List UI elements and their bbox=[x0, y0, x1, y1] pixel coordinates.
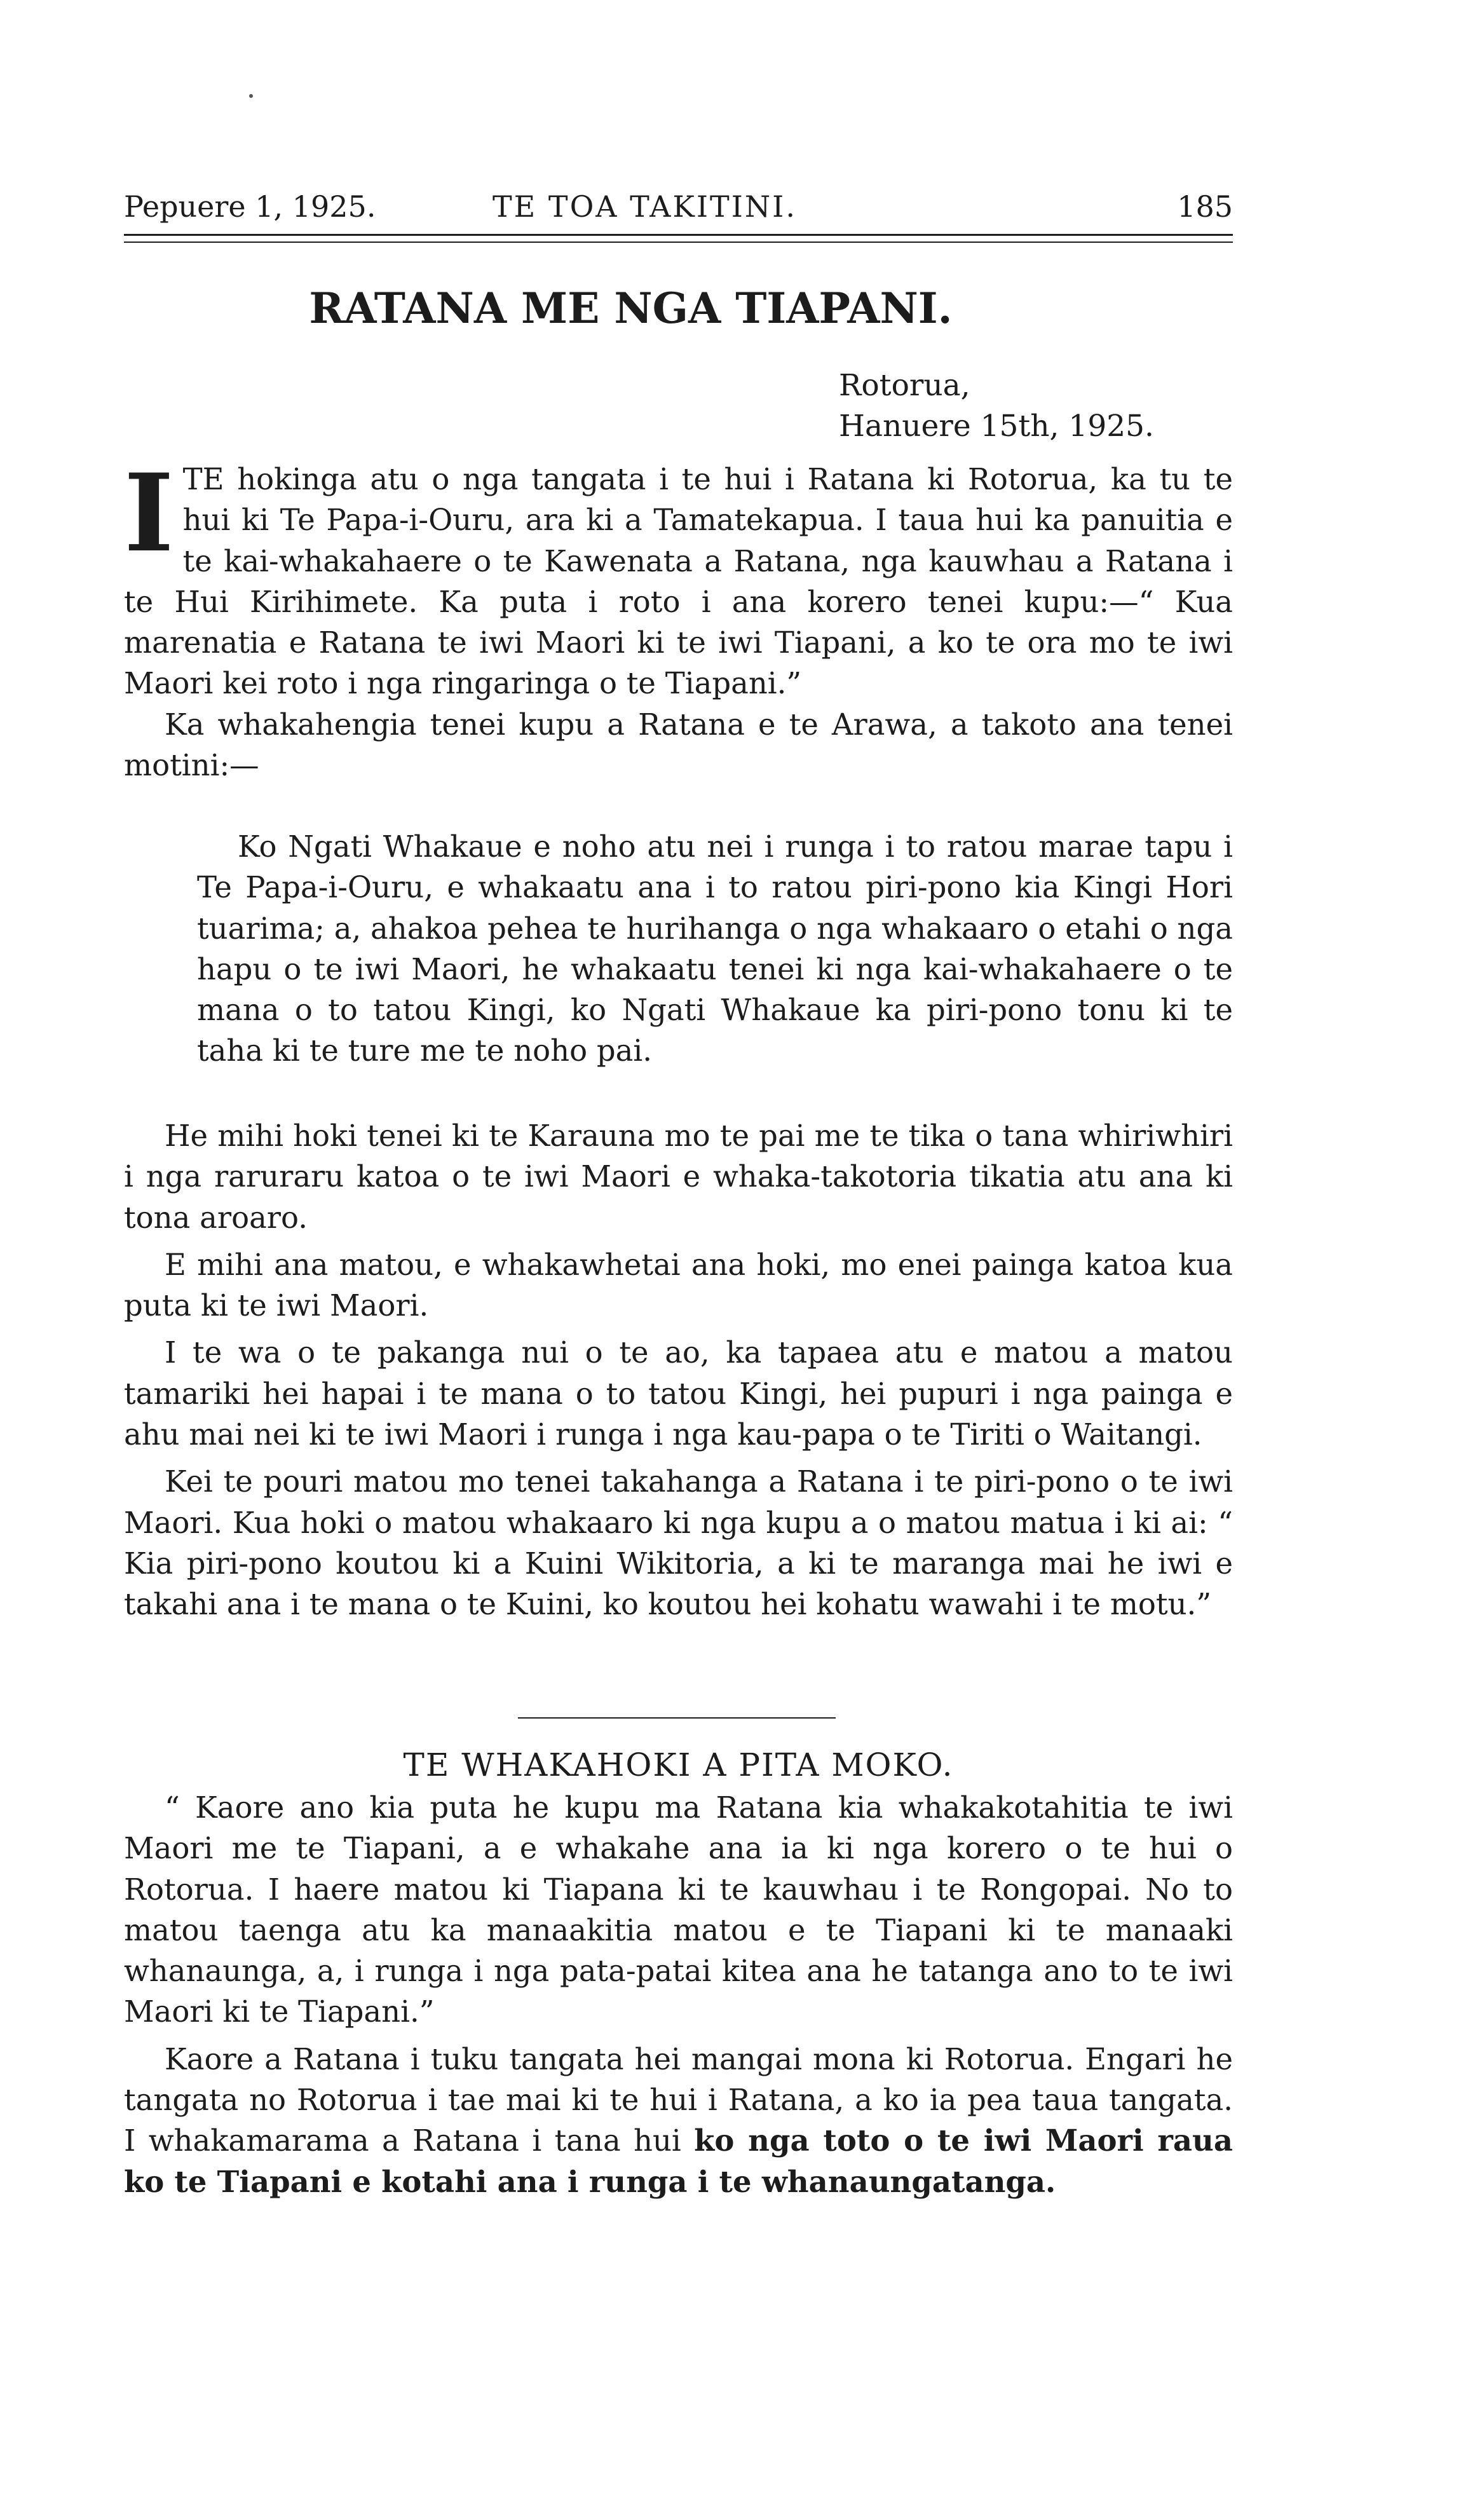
reply-paragraph-1: “ Kaore ano kia puta he kupu ma Ratana kia whakakotahitia te iwi Maori me te Tiapani, a e whakahe ana ia ki nga korero o te hui o Rotorua. I haere matou ki Tiapana ki te kauwhau i te Rongopai. No to matou taenga atu ka manaakitia matou e te Tiapani ki te manaaki whanaunga, a, i runga i nga pata-patai kitea ana he tatanga ano to te iwi Maori ki te Tiapani.” bbox=[124, 1790, 1233, 2029]
paragraph-4: E mihi ana matou, e whakawhetai ana hoki, mo enei painga katoa kua puta ki te iwi Maori. bbox=[124, 1247, 1233, 1323]
dateline-place: Rotorua, bbox=[839, 368, 970, 403]
reply-paragraph-2-a: Kaore a Ratana i tuku tangata hei mangai mona ki Rotorua. Engari he tangata no Rotorua i tae mai ki te hui i Ratana, a ko ia pea taua tangata. I whakamarama a Ratana i tana hui bbox=[124, 2041, 1233, 2158]
article-title: RATANA ME NGA TIAPANI. bbox=[309, 283, 953, 333]
header-publication: TE TOA TAKITINI. bbox=[493, 189, 797, 224]
article-body bbox=[124, 450, 1233, 786]
article-body-continued bbox=[124, 1115, 1233, 1625]
paragraph-3: He mihi hoki tenei ki te Karauna mo te pai me te tika o tana whiriwhiri i nga raruraru katoa o te iwi Maori e whaka-takotoria tikatia atu ana ki tona aroaro. bbox=[124, 1119, 1233, 1235]
paragraph-1 bbox=[124, 450, 1233, 704]
speck-mark bbox=[249, 94, 253, 98]
header-date: Pepuere 1, 1925. bbox=[124, 189, 376, 224]
paragraph-2: Ka whakahengia tenei kupu a Ratana e te Arawa, a takoto ana tenei motini:— bbox=[124, 707, 1233, 783]
reply-body bbox=[124, 1787, 1233, 2202]
running-header bbox=[124, 187, 1233, 226]
drop-cap: I bbox=[124, 450, 174, 576]
reply-paragraph-2 bbox=[124, 2039, 1233, 2202]
header-rule-bottom bbox=[124, 242, 1233, 243]
motion-text: Ko Ngati Whakaue e noho atu nei i runga i to ratou marae tapu i Te Papa-i-Ouru, e whakaatu ana i to ratou piri-pono kia Kingi Hori tuarima; a, ahakoa pehea te hurihanga o nga whakaaro o etahi o nga hapu o te iwi Maori, he whakaatu tenei ki nga kai-whakahaere o te mana o to tatou Kingi, ko Ngati Whakaue ka piri-pono tonu ki te taha ki te ture me te noho pai. bbox=[197, 829, 1233, 1068]
dateline bbox=[839, 365, 1154, 447]
paragraph-6: Kei te pouri matou mo tenei takahanga a Ratana i te piri-pono o te iwi Maori. Kua hoki o matou whakaaro ki nga kupu a o matou matua i ki ai: “ Kia piri-pono koutou ki a Kuini Wikitoria, a ki te maranga mai he iwi e takahi ana i te mana o te Kuini, ko koutou hei kohatu wawahi i te motu.” bbox=[124, 1464, 1233, 1622]
reply-heading: TE WHAKAHOKI A PITA MOKO. bbox=[403, 1747, 954, 1783]
motion-block bbox=[197, 826, 1233, 1072]
section-divider bbox=[518, 1717, 836, 1719]
header-rule-top bbox=[124, 234, 1233, 236]
paragraph-1-text: TE hokinga atu o nga tangata i te hui i Ratana ki Rotorua, ka tu te hui ki Te Papa-i-Ouru, ara ki a Tamatekapua. I taua hui ka panuitia e te kai-whakahaere o te Kawenata a Ratana, nga kauwhau a Ratana i te Hui Kirihimete. Ka puta i roto i ana korero tenei kupu:—“ Kua marenatia e Ratana te iwi Maori ki te iwi Tiapani, a ko te ora mo te iwi Maori kei roto i nga ringaringa o te Tiapani.” bbox=[124, 462, 1233, 701]
header-page-number: 185 bbox=[1177, 189, 1233, 224]
dateline-date: Hanuere 15th, 1925. bbox=[839, 409, 1154, 444]
paragraph-5: I te wa o te pakanga nui o te ao, ka tapaea atu e matou a matou tamariki hei hapai i te mana o to tatou Kingi, hei pupuri i nga painga e ahu mai nei ki te iwi Maori i runga i nga kau-papa o te Tiriti o Waitangi. bbox=[124, 1335, 1233, 1452]
reply-paragraph-2-b: ko nga toto o te iwi Maori raua ko te Tiapani e kotahi ana i runga i te whanaungatanga. bbox=[124, 2123, 1233, 2199]
